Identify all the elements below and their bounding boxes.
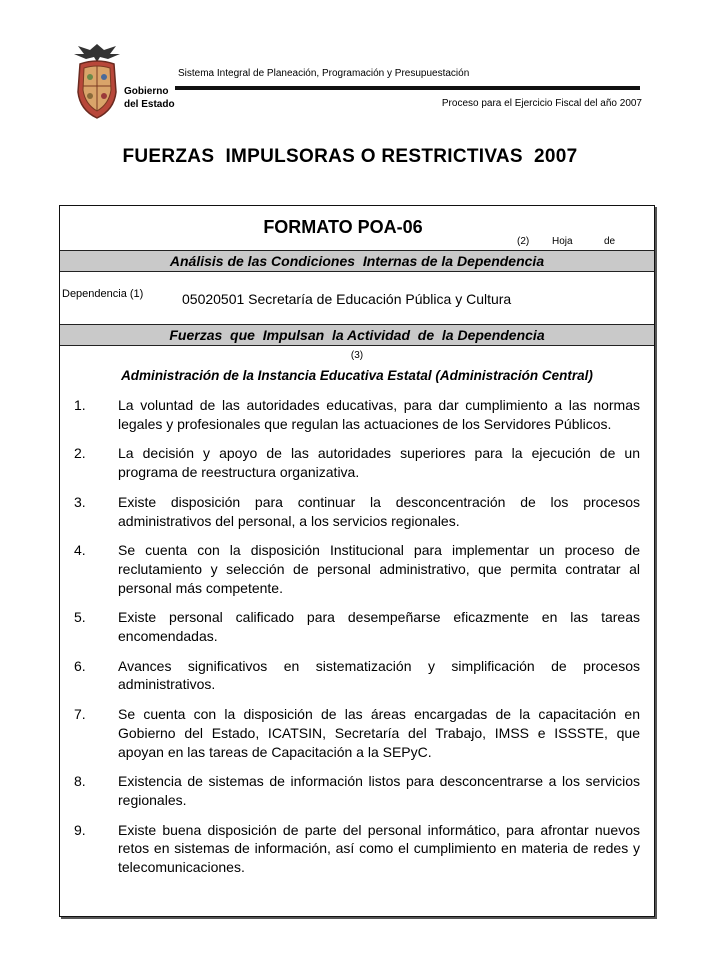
gov-label-line1: Gobierno [124, 86, 169, 97]
item-number: 7. [74, 706, 86, 723]
list-item [74, 396, 640, 433]
item-number: 3. [74, 493, 86, 510]
forces-list [74, 396, 640, 888]
list-item [74, 541, 640, 597]
item-text: Existencia de sistemas de información listos para desconcentrarse a los servicios regionales. [118, 773, 640, 808]
list-item [74, 493, 640, 530]
de-label: de [604, 236, 616, 247]
list-item [74, 821, 640, 877]
ref-2: (2) [517, 236, 530, 247]
page-title: FUERZAS IMPULSORAS O RESTRICTIVAS 2007 [122, 146, 578, 167]
item-text: Avances significativos en sistematización y simplificación de procesos administrativos. [118, 657, 640, 693]
item-number: 8. [74, 773, 86, 790]
item-number: 5. [74, 609, 86, 626]
dependencia-label: Dependencia (1) [62, 288, 144, 300]
item-text: Se cuenta con la disposición Institucional para implementar un proceso de reclutamiento y selección de personal administrativo, que permita contratar al personal más competente. [118, 542, 640, 596]
item-text: Existe buena disposición de parte del personal informático, para afrontar nuevos retos en sistemas de información, así como el cumplimiento en materia de redes y telecomunicaciones. [118, 821, 640, 876]
list-item [74, 705, 640, 761]
format-title: FORMATO POA-06 [263, 217, 423, 237]
section-driving-forces: Fuerzas que Impulsan la Actividad de la Dependencia [60, 324, 654, 346]
ref-3: (3) [350, 350, 364, 361]
item-text: Se cuenta con la disposición de las áreas encargadas de la capacitación en Gobierno del Estado, ICATSIN, Secretaría del Trabajo, IMSS e ISSSTE, que apoyan en las tareas de Capacitación a la SEPyC. [118, 706, 640, 760]
process-year: Proceso para el Ejercicio Fiscal del año 2007 [441, 98, 642, 109]
section-internal-conditions: Análisis de las Condiciones Internas de la Dependencia [60, 250, 654, 272]
subtitle: Administración de la Instancia Educativa Estatal (Administración Central) [121, 368, 593, 383]
item-text: La decisión y apoyo de las autoridades superiores para la ejecución de un programa de reestructura organizativa. [118, 445, 640, 481]
dependencia-value: 05020501 Secretaría de Educación Pública y Cultura [182, 291, 512, 307]
list-item [74, 772, 640, 809]
state-coat-of-arms-icon [72, 40, 122, 122]
item-number: 9. [74, 821, 86, 838]
item-number: 2. [74, 445, 86, 462]
item-text: Existe personal calificado para desempeñarse eficazmente en las tareas encomendadas. [118, 609, 640, 645]
system-name: Sistema Integral de Planeación, Programación y Presupuestación [178, 68, 470, 79]
item-number: 1. [74, 397, 86, 413]
item-number: 6. [74, 657, 86, 674]
list-item [74, 608, 640, 645]
gov-label-line2: del Estado [124, 99, 175, 110]
item-text: Existe disposición para continuar la desconcentración de los procesos administrativos del personal, a los servicios regionales. [118, 493, 640, 529]
poa-form [59, 205, 655, 917]
item-text: La voluntad de las autoridades educativas, para dar cumplimiento a las normas legales y profesionales que regulan las actuaciones de los Servidores Públicos. [118, 397, 640, 432]
list-item [74, 444, 640, 481]
item-number: 4. [74, 542, 86, 559]
hoja-label: Hoja [552, 236, 573, 247]
list-item [74, 657, 640, 694]
header-rule [175, 86, 640, 90]
